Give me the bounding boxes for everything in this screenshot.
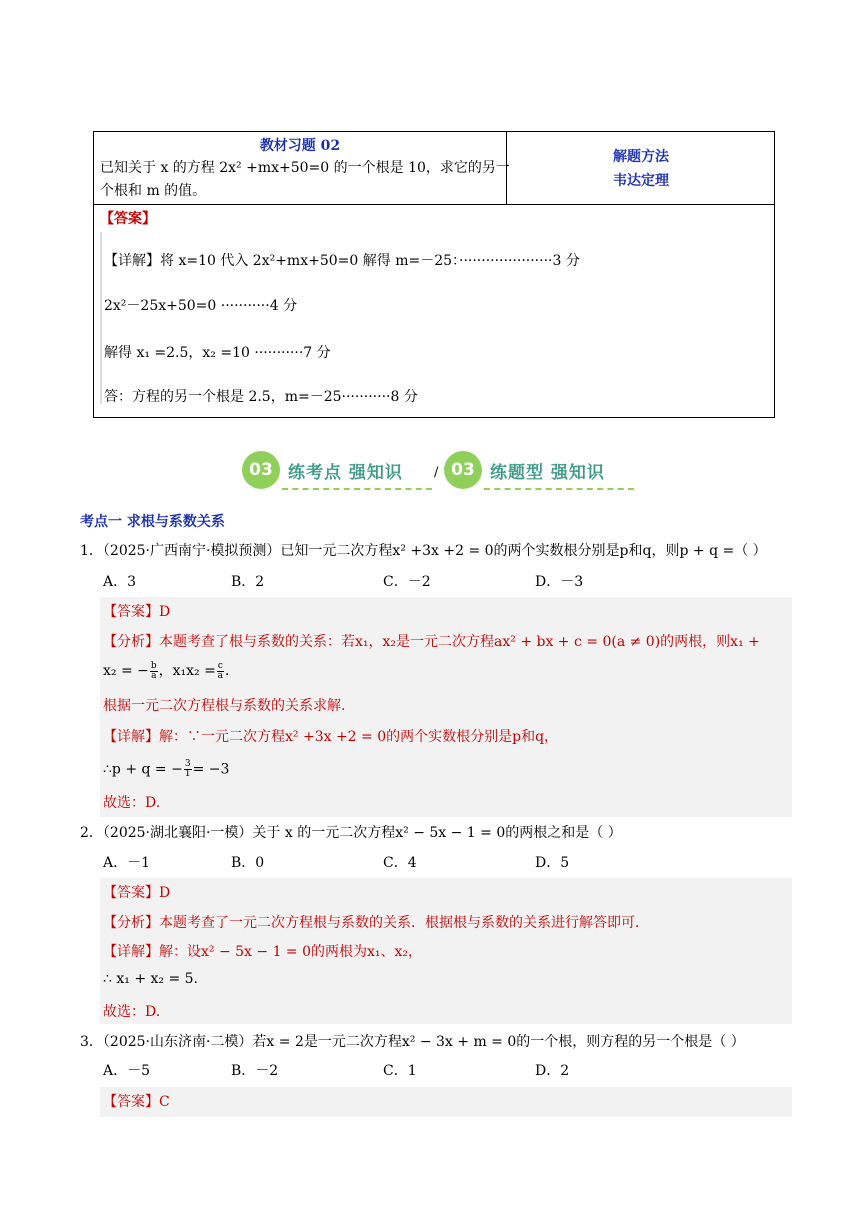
fraction bbox=[184, 760, 192, 779]
option-c: C．4 bbox=[383, 855, 417, 871]
option-c: C．1 bbox=[383, 1063, 417, 1079]
option-b: B．－2 bbox=[231, 1063, 279, 1079]
answer-tag: 【答案】 bbox=[100, 211, 156, 227]
analysis-line: 【分析】本题考查了根与系数的关系：若x₁，x₂是一元二次方程ax² + bx + c = 0(a ≠ 0)的两根，则x₁ + bbox=[103, 634, 760, 650]
fraction-denominator: 1 bbox=[184, 769, 191, 779]
option-d: D．2 bbox=[535, 1063, 570, 1079]
fraction-numerator: c bbox=[217, 660, 223, 671]
option-b: B．0 bbox=[231, 855, 265, 871]
section-title: 考点一 求根与系数关系 bbox=[80, 514, 225, 530]
method-label: 解题方法 bbox=[613, 149, 669, 165]
fraction-denominator: a bbox=[151, 670, 157, 681]
table-divider bbox=[94, 204, 774, 205]
option-a: A．－1 bbox=[103, 855, 151, 871]
solution-step-2: 2x²－25x+50=0 ···········4 分 bbox=[104, 298, 298, 314]
fraction-numerator: 3 bbox=[184, 759, 191, 769]
detail-line: 【详解】解：∵一元二次方程x² +3x +2 = 0的两个实数根分别是p和q， bbox=[103, 729, 559, 745]
solution-step-1: 【详解】将 x=10 代入 2x²+mx+50=0 解得 m=－25：·····················3 分 bbox=[104, 253, 580, 269]
banner-number-badge: 03 bbox=[444, 451, 482, 489]
banner-text: 练题型 强知识 bbox=[490, 463, 605, 483]
option-a: A．－5 bbox=[103, 1063, 151, 1079]
fraction-denominator: a bbox=[217, 670, 224, 681]
option-d: D．5 bbox=[535, 855, 570, 871]
solution-step-4: 答：方程的另一个根是 2.5，m=－25···········8 分 bbox=[104, 389, 418, 405]
option-a: A．3 bbox=[103, 574, 137, 590]
banner-left bbox=[242, 451, 437, 491]
analysis-line: 【分析】本题考查了一元二次方程根与系数的关系．根据根与系数的关系进行解答即可． bbox=[103, 915, 649, 931]
option-d: D．－3 bbox=[535, 574, 584, 590]
formula-text: x₂ = − bbox=[103, 663, 149, 679]
banner-separator: / bbox=[434, 465, 439, 480]
choose-line: 故选：D. bbox=[103, 1004, 161, 1020]
fraction bbox=[217, 662, 224, 681]
banner-text: 练考点 强知识 bbox=[288, 463, 403, 483]
formula-text: ，x₁x₂ = bbox=[158, 663, 216, 679]
scan-edge bbox=[100, 232, 102, 404]
banner-right bbox=[444, 451, 639, 491]
solution-block bbox=[100, 1087, 792, 1117]
exercise-question-line1: 已知关于 x 的方程 2x² +mx+50=0 的一个根是 10，求它的另一 bbox=[100, 160, 510, 176]
formula-text: = −3 bbox=[192, 761, 230, 778]
exercise-title: 教材习题 02 bbox=[259, 138, 341, 154]
question-stem: 3．（2025·山东济南·二模）若x = 2是一元二次方程x² − 3x + m = 0的一个根，则方程的另一个根是（ ） bbox=[80, 1034, 745, 1050]
question-stem: 2．（2025·湖北襄阳·一模）关于 x 的一元二次方程x² − 5x − 1 = 0的两根之和是（ ） bbox=[80, 825, 622, 841]
banner-number-badge: 03 bbox=[242, 451, 280, 489]
method-value: 韦达定理 bbox=[613, 173, 669, 189]
answer-line: 【答案】D bbox=[103, 604, 171, 620]
formula-text: ∴p + q = − bbox=[103, 761, 183, 778]
detail-formula: ∴ x₁ + x₂ = 5. bbox=[103, 971, 198, 987]
choose-line: 故选：D. bbox=[103, 795, 161, 811]
option-b: B．2 bbox=[231, 574, 265, 590]
question-stem: 1．（2025·广西南宁·模拟预测）已知一元二次方程x² +3x +2 = 0的两个实数根分别是p和q，则p + q =（ ） bbox=[80, 543, 767, 559]
fraction bbox=[150, 662, 158, 681]
analysis-formula: x₂ = − $\frac{b}{a}$ ，x₁x₂ = $\frac{c}{a}$ . bbox=[103, 660, 230, 681]
detail-formula bbox=[103, 760, 229, 779]
banner-underline bbox=[282, 488, 432, 490]
exercise-question-line2: 个根和 m 的值。 bbox=[100, 183, 207, 199]
detail-line: 【详解】解：设x² − 5x − 1 = 0的两根为x₁、x₂， bbox=[103, 944, 423, 960]
answer-line: 【答案】D bbox=[103, 885, 171, 901]
textbook-exercise-table bbox=[93, 131, 775, 418]
option-c: C．－2 bbox=[383, 574, 431, 590]
analysis-line: 根据一元二次方程根与系数的关系求解. bbox=[103, 698, 346, 714]
fraction-numerator: b bbox=[150, 660, 157, 671]
banner-underline bbox=[484, 488, 634, 490]
solution-step-3: 解得 x₁ =2.5，x₂ =10 ···········7 分 bbox=[104, 345, 331, 361]
answer-line: 【答案】C bbox=[103, 1094, 170, 1110]
